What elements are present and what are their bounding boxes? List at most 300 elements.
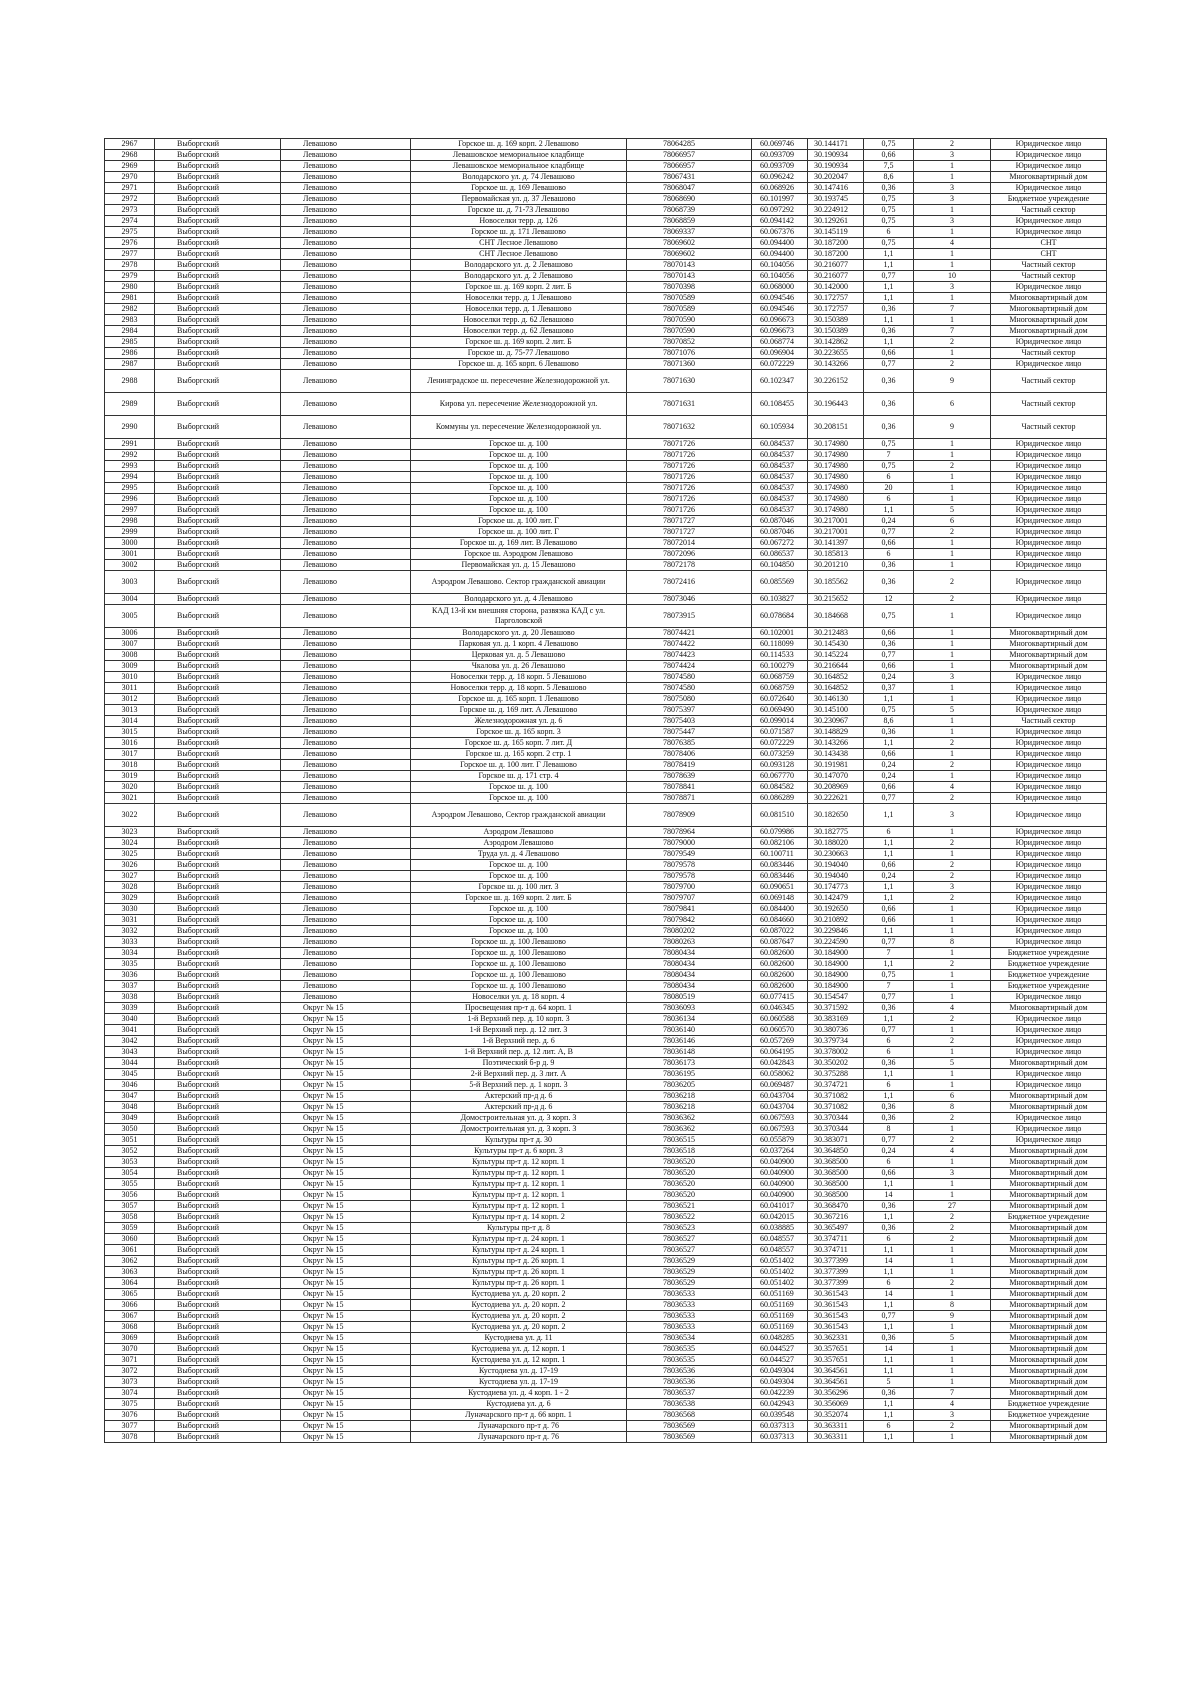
owner-type-cell: Юридическое лицо [991, 161, 1107, 172]
code-cell: 78036527 [627, 1234, 752, 1245]
longitude-cell: 30.190934 [808, 150, 864, 161]
locality-cell: Округ № 15 [281, 1124, 411, 1135]
volume-cell: 0,75 [864, 139, 914, 150]
owner-type-cell: Многоквартирный дом [991, 1179, 1107, 1190]
owner-type-cell: Многоквартирный дом [991, 1146, 1107, 1157]
volume-cell: 1,1 [864, 1300, 914, 1311]
address-cell: Горское ш. д. 171 Левашово [411, 227, 627, 238]
district-cell: Выборгский [155, 827, 281, 838]
district-cell: Выборгский [155, 1377, 281, 1388]
volume-cell: 0,66 [864, 150, 914, 161]
row-number: 3067 [105, 1311, 155, 1322]
row-number: 2990 [105, 416, 155, 439]
address-cell: Кустодиева ул. д. 17-19 [411, 1366, 627, 1377]
owner-type-cell: Юридическое лицо [991, 849, 1107, 860]
code-cell: 78068859 [627, 216, 752, 227]
locality-cell: Округ № 15 [281, 1058, 411, 1069]
locality-cell: Левашово [281, 139, 411, 150]
table-row [105, 1311, 1107, 1322]
longitude-cell: 30.150389 [808, 315, 864, 326]
quantity-cell: 1 [914, 749, 991, 760]
code-cell: 78072096 [627, 549, 752, 560]
code-cell: 78036515 [627, 1135, 752, 1146]
locality-cell: Левашово [281, 216, 411, 227]
volume-cell: 7,5 [864, 161, 914, 172]
address-cell: Кустодиева ул. д. 20 корп. 2 [411, 1322, 627, 1333]
district-cell: Выборгский [155, 981, 281, 992]
locality-cell: Округ № 15 [281, 1355, 411, 1366]
district-cell: Выборгский [155, 804, 281, 827]
address-cell: Кустодиева ул. д. 12 корп. 1 [411, 1344, 627, 1355]
quantity-cell: 1 [914, 981, 991, 992]
longitude-cell: 30.368500 [808, 1168, 864, 1179]
address-cell: Культуры пр-т д. 12 корп. 1 [411, 1157, 627, 1168]
district-cell: Выборгский [155, 527, 281, 538]
district-cell: Выборгский [155, 661, 281, 672]
owner-type-cell: Юридическое лицо [991, 771, 1107, 782]
volume-cell: 0,36 [864, 416, 914, 439]
latitude-cell: 60.105934 [752, 416, 808, 439]
latitude-cell: 60.084400 [752, 904, 808, 915]
district-cell: Выборгский [155, 1432, 281, 1443]
code-cell: 78079707 [627, 893, 752, 904]
locality-cell: Левашово [281, 282, 411, 293]
address-cell: Культуры пр-т д. 8 [411, 1223, 627, 1234]
address-cell: Горское ш. д. 100 [411, 871, 627, 882]
table-row [105, 172, 1107, 183]
latitude-cell: 60.040900 [752, 1190, 808, 1201]
longitude-cell: 30.142479 [808, 893, 864, 904]
quantity-cell: 2 [914, 571, 991, 594]
latitude-cell: 60.067376 [752, 227, 808, 238]
table-row [105, 650, 1107, 661]
table-row [105, 282, 1107, 293]
owner-type-cell: Юридическое лицо [991, 1036, 1107, 1047]
code-cell: 78036569 [627, 1421, 752, 1432]
district-cell: Выборгский [155, 948, 281, 959]
owner-type-cell: Многоквартирный дом [991, 293, 1107, 304]
volume-cell: 0,77 [864, 1135, 914, 1146]
address-cell: Горское ш. д. 100 [411, 915, 627, 926]
volume-cell: 1,1 [864, 1399, 914, 1410]
locality-cell: Округ № 15 [281, 1245, 411, 1256]
locality-cell: Левашово [281, 882, 411, 893]
district-cell: Выборгский [155, 483, 281, 494]
row-number: 3048 [105, 1102, 155, 1113]
row-number: 3029 [105, 893, 155, 904]
latitude-cell: 60.108455 [752, 393, 808, 416]
latitude-cell: 60.084537 [752, 472, 808, 483]
quantity-cell: 1 [914, 1355, 991, 1366]
row-number: 3051 [105, 1135, 155, 1146]
address-cell: Горское ш. д. 165 корп. 6 Левашово [411, 359, 627, 370]
locality-cell: Левашово [281, 348, 411, 359]
owner-type-cell: Многоквартирный дом [991, 1003, 1107, 1014]
address-cell: Левашовское мемориальное кладбище [411, 150, 627, 161]
owner-type-cell: Многоквартирный дом [991, 1289, 1107, 1300]
code-cell: 78070589 [627, 293, 752, 304]
latitude-cell: 60.083446 [752, 860, 808, 871]
code-cell: 78074580 [627, 672, 752, 683]
locality-cell: Округ № 15 [281, 1080, 411, 1091]
table-row [105, 661, 1107, 672]
locality-cell: Левашово [281, 538, 411, 549]
row-number: 3046 [105, 1080, 155, 1091]
quantity-cell: 8 [914, 1300, 991, 1311]
row-number: 2974 [105, 216, 155, 227]
quantity-cell: 1 [914, 1377, 991, 1388]
district-cell: Выборгский [155, 1300, 281, 1311]
table-row [105, 1102, 1107, 1113]
district-cell: Выборгский [155, 1223, 281, 1234]
longitude-cell: 30.357651 [808, 1355, 864, 1366]
volume-cell: 6 [864, 472, 914, 483]
row-number: 3073 [105, 1377, 155, 1388]
owner-type-cell: Многоквартирный дом [991, 1366, 1107, 1377]
address-cell: Просвещения пр-т д. 64 корп. 1 [411, 1003, 627, 1014]
address-cell: Аэродром Левашово, Сектор гражданской авиации [411, 804, 627, 827]
address-cell: Домостроительная ул. д. 3 корп. 3 [411, 1124, 627, 1135]
row-number: 3047 [105, 1091, 155, 1102]
row-number: 3019 [105, 771, 155, 782]
row-number: 3049 [105, 1113, 155, 1124]
quantity-cell: 1 [914, 1289, 991, 1300]
latitude-cell: 60.039548 [752, 1410, 808, 1421]
longitude-cell: 30.229846 [808, 926, 864, 937]
owner-type-cell: Юридическое лицо [991, 516, 1107, 527]
code-cell: 78080434 [627, 948, 752, 959]
table-row [105, 139, 1107, 150]
code-cell: 78070398 [627, 282, 752, 293]
volume-cell: 0,75 [864, 238, 914, 249]
latitude-cell: 60.072229 [752, 359, 808, 370]
quantity-cell: 2 [914, 1234, 991, 1245]
row-number: 3016 [105, 738, 155, 749]
table-row [105, 1025, 1107, 1036]
address-cell: Горское ш. д. 100 [411, 472, 627, 483]
volume-cell: 0,36 [864, 393, 914, 416]
volume-cell: 0,75 [864, 461, 914, 472]
quantity-cell: 1 [914, 560, 991, 571]
district-cell: Выборгский [155, 1124, 281, 1135]
table-row [105, 981, 1107, 992]
volume-cell: 1,1 [864, 694, 914, 705]
longitude-cell: 30.142862 [808, 337, 864, 348]
address-cell: Луначарского пр-т д. 76 [411, 1421, 627, 1432]
longitude-cell: 30.141397 [808, 538, 864, 549]
code-cell: 78071630 [627, 370, 752, 393]
quantity-cell: 1 [914, 1080, 991, 1091]
address-cell: Горское ш. д. 100 [411, 483, 627, 494]
latitude-cell: 60.093128 [752, 760, 808, 771]
volume-cell: 1,1 [864, 1366, 914, 1377]
code-cell: 78080434 [627, 970, 752, 981]
volume-cell: 0,36 [864, 639, 914, 650]
district-cell: Выборгский [155, 1014, 281, 1025]
owner-type-cell: Многоквартирный дом [991, 1267, 1107, 1278]
row-number: 3037 [105, 981, 155, 992]
address-cell: Культуры пр-т д. 14 корп. 2 [411, 1212, 627, 1223]
longitude-cell: 30.216077 [808, 271, 864, 282]
code-cell: 78080519 [627, 992, 752, 1003]
address-cell: Горское ш. д. 100 лит. 3 [411, 882, 627, 893]
owner-type-cell: Многоквартирный дом [991, 1344, 1107, 1355]
latitude-cell: 60.043704 [752, 1102, 808, 1113]
quantity-cell: 1 [914, 1322, 991, 1333]
code-cell: 78036520 [627, 1190, 752, 1201]
latitude-cell: 60.064195 [752, 1047, 808, 1058]
quantity-cell: 1 [914, 727, 991, 738]
latitude-cell: 60.069148 [752, 893, 808, 904]
row-number: 2998 [105, 516, 155, 527]
row-number: 2983 [105, 315, 155, 326]
volume-cell: 12 [864, 594, 914, 605]
locality-cell: Округ № 15 [281, 1388, 411, 1399]
table-row [105, 694, 1107, 705]
owner-type-cell: Многоквартирный дом [991, 1256, 1107, 1267]
locality-cell: Округ № 15 [281, 1157, 411, 1168]
table-row [105, 1135, 1107, 1146]
row-number: 3035 [105, 959, 155, 970]
owner-type-cell: Частный сектор [991, 348, 1107, 359]
longitude-cell: 30.174980 [808, 439, 864, 450]
longitude-cell: 30.147416 [808, 183, 864, 194]
district-cell: Выборгский [155, 727, 281, 738]
volume-cell: 0,24 [864, 516, 914, 527]
quantity-cell: 2 [914, 1421, 991, 1432]
district-cell: Выборгский [155, 1410, 281, 1421]
latitude-cell: 60.044527 [752, 1355, 808, 1366]
table-row [105, 1366, 1107, 1377]
district-cell: Выборгский [155, 282, 281, 293]
table-row [105, 293, 1107, 304]
latitude-cell: 60.100279 [752, 661, 808, 672]
volume-cell: 0,75 [864, 194, 914, 205]
volume-cell: 6 [864, 1036, 914, 1047]
row-number: 3023 [105, 827, 155, 838]
code-cell: 78079700 [627, 882, 752, 893]
district-cell: Выборгский [155, 1102, 281, 1113]
code-cell: 78036533 [627, 1311, 752, 1322]
volume-cell: 1,1 [864, 260, 914, 271]
volume-cell: 0,77 [864, 650, 914, 661]
longitude-cell: 30.371082 [808, 1091, 864, 1102]
quantity-cell: 1 [914, 205, 991, 216]
owner-type-cell: Многоквартирный дом [991, 1377, 1107, 1388]
volume-cell: 20 [864, 483, 914, 494]
latitude-cell: 60.078684 [752, 605, 808, 628]
volume-cell: 6 [864, 827, 914, 838]
volume-cell: 1,1 [864, 804, 914, 827]
row-number: 3072 [105, 1366, 155, 1377]
address-cell: Володарского ул. д. 20 Левашово [411, 628, 627, 639]
volume-cell: 0,36 [864, 1003, 914, 1014]
latitude-cell: 60.096242 [752, 172, 808, 183]
quantity-cell: 1 [914, 538, 991, 549]
latitude-cell: 60.084537 [752, 483, 808, 494]
latitude-cell: 60.081510 [752, 804, 808, 827]
table-row [105, 605, 1107, 628]
table-row [105, 639, 1107, 650]
longitude-cell: 30.172757 [808, 293, 864, 304]
quantity-cell: 4 [914, 1399, 991, 1410]
address-cell: Аэродром Левашово. Сектор гражданской авиации [411, 571, 627, 594]
district-cell: Выборгский [155, 705, 281, 716]
latitude-cell: 60.038885 [752, 1223, 808, 1234]
address-cell: Горское ш. д. 100 [411, 782, 627, 793]
district-cell: Выборгский [155, 1388, 281, 1399]
locality-cell: Левашово [281, 749, 411, 760]
quantity-cell: 4 [914, 782, 991, 793]
longitude-cell: 30.201210 [808, 560, 864, 571]
address-cell: Новоселки терр. д. 1 Левашово [411, 304, 627, 315]
table-row [105, 1146, 1107, 1157]
quantity-cell: 4 [914, 1146, 991, 1157]
locality-cell: Округ № 15 [281, 1036, 411, 1047]
quantity-cell: 8 [914, 937, 991, 948]
district-cell: Выборгский [155, 1036, 281, 1047]
quantity-cell: 1 [914, 1124, 991, 1135]
quantity-cell: 1 [914, 628, 991, 639]
address-cell: КАД 13-й км внешняя сторона, развязка КАД с ул. Парголовской [411, 605, 627, 628]
locality-cell: Левашово [281, 793, 411, 804]
locality-cell: Левашово [281, 838, 411, 849]
latitude-cell: 60.085569 [752, 571, 808, 594]
table-row [105, 260, 1107, 271]
owner-type-cell: Юридическое лицо [991, 472, 1107, 483]
locality-cell: Левашово [281, 694, 411, 705]
owner-type-cell: Бюджетное учреждение [991, 948, 1107, 959]
longitude-cell: 30.230967 [808, 716, 864, 727]
code-cell: 78080434 [627, 981, 752, 992]
quantity-cell: 2 [914, 1036, 991, 1047]
volume-cell: 1,1 [864, 505, 914, 516]
table-row [105, 450, 1107, 461]
locality-cell: Округ № 15 [281, 1432, 411, 1443]
table-row [105, 348, 1107, 359]
quantity-cell: 1 [914, 472, 991, 483]
table-row [105, 827, 1107, 838]
volume-cell: 0,77 [864, 359, 914, 370]
table-row [105, 904, 1107, 915]
table-row [105, 992, 1107, 1003]
district-cell: Выборгский [155, 1058, 281, 1069]
code-cell: 78036218 [627, 1091, 752, 1102]
locality-cell: Округ № 15 [281, 1344, 411, 1355]
row-number: 3041 [105, 1025, 155, 1036]
owner-type-cell: Юридическое лицо [991, 494, 1107, 505]
row-number: 2972 [105, 194, 155, 205]
district-cell: Выборгский [155, 793, 281, 804]
table-row [105, 249, 1107, 260]
volume-cell: 8 [864, 1124, 914, 1135]
row-number: 3045 [105, 1069, 155, 1080]
table-row [105, 150, 1107, 161]
volume-cell: 0,77 [864, 271, 914, 282]
longitude-cell: 30.184900 [808, 970, 864, 981]
latitude-cell: 60.048557 [752, 1234, 808, 1245]
owner-type-cell: Юридическое лицо [991, 1014, 1107, 1025]
district-cell: Выборгский [155, 194, 281, 205]
row-number: 3038 [105, 992, 155, 1003]
table-row [105, 1179, 1107, 1190]
longitude-cell: 30.174980 [808, 461, 864, 472]
latitude-cell: 60.096673 [752, 315, 808, 326]
address-cell: Коммуны ул. пересечение Железнодорожной ул. [411, 416, 627, 439]
address-cell: Горское ш. д. 100 Левашово [411, 937, 627, 948]
row-number: 3028 [105, 882, 155, 893]
owner-type-cell: Юридическое лицо [991, 1069, 1107, 1080]
code-cell: 78075080 [627, 694, 752, 705]
longitude-cell: 30.146130 [808, 694, 864, 705]
locality-cell: Левашово [281, 716, 411, 727]
locality-cell: Округ № 15 [281, 1289, 411, 1300]
volume-cell: 0,66 [864, 782, 914, 793]
longitude-cell: 30.374711 [808, 1234, 864, 1245]
code-cell: 78036536 [627, 1366, 752, 1377]
latitude-cell: 60.087046 [752, 516, 808, 527]
volume-cell: 0,36 [864, 560, 914, 571]
latitude-cell: 60.037264 [752, 1146, 808, 1157]
latitude-cell: 60.051402 [752, 1267, 808, 1278]
table-row [105, 1212, 1107, 1223]
quantity-cell: 2 [914, 527, 991, 538]
quantity-cell: 1 [914, 683, 991, 694]
longitude-cell: 30.383071 [808, 1135, 864, 1146]
owner-type-cell: Юридическое лицо [991, 527, 1107, 538]
latitude-cell: 60.058062 [752, 1069, 808, 1080]
table-row [105, 727, 1107, 738]
owner-type-cell: Юридическое лицо [991, 461, 1107, 472]
row-number: 2986 [105, 348, 155, 359]
latitude-cell: 60.087647 [752, 937, 808, 948]
longitude-cell: 30.145224 [808, 650, 864, 661]
district-cell: Выборгский [155, 1333, 281, 1344]
locality-cell: Округ № 15 [281, 1267, 411, 1278]
row-number: 3021 [105, 793, 155, 804]
table-row [105, 549, 1107, 560]
quantity-cell: 7 [914, 304, 991, 315]
row-number: 3064 [105, 1278, 155, 1289]
longitude-cell: 30.216077 [808, 260, 864, 271]
table-row [105, 1113, 1107, 1124]
district-cell: Выборгский [155, 1289, 281, 1300]
district-cell: Выборгский [155, 782, 281, 793]
code-cell: 78036522 [627, 1212, 752, 1223]
row-number: 2977 [105, 249, 155, 260]
address-cell: Новоселки терр. д. 1 Левашово [411, 293, 627, 304]
volume-cell: 0,36 [864, 1333, 914, 1344]
table-row [105, 893, 1107, 904]
owner-type-cell: Бюджетное учреждение [991, 1410, 1107, 1421]
volume-cell: 1,1 [864, 1355, 914, 1366]
owner-type-cell: Юридическое лицо [991, 549, 1107, 560]
district-cell: Выборгский [155, 838, 281, 849]
quantity-cell: 1 [914, 992, 991, 1003]
table-row [105, 948, 1107, 959]
owner-type-cell: Многоквартирный дом [991, 650, 1107, 661]
address-cell: Церковая ул. д. 5 Левашово [411, 650, 627, 661]
locality-cell: Левашово [281, 738, 411, 749]
table-row [105, 1410, 1107, 1421]
quantity-cell: 2 [914, 838, 991, 849]
row-number: 3005 [105, 605, 155, 628]
locality-cell: Левашово [281, 571, 411, 594]
table-row [105, 205, 1107, 216]
locality-cell: Левашово [281, 483, 411, 494]
row-number: 2978 [105, 260, 155, 271]
quantity-cell: 3 [914, 1410, 991, 1421]
